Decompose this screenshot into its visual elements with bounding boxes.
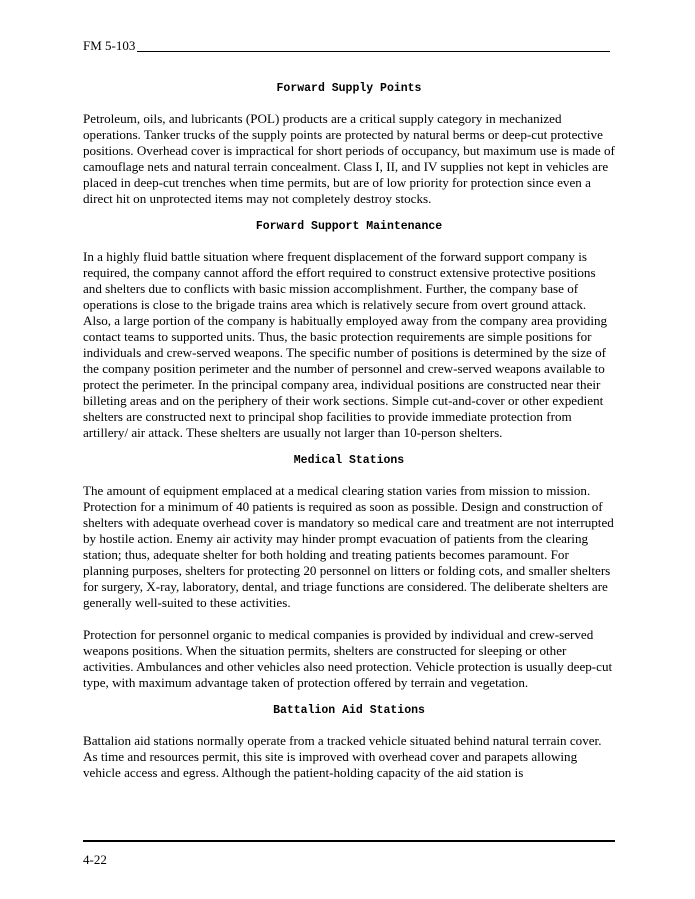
- footer-rule: [83, 840, 615, 842]
- page-body: [83, 80, 615, 781]
- paragraph: In a highly fluid battle situation where frequent displacement of the forward support company is required, the company cannot afford the effort required to construct extensive protective positions and shelters due to conflicts with basic mission accomplishment. Further, the company base of operations is close to the brigade trains area which is relatively secure from overt ground attack. Also, a large portion of the company is habitually employed away from the company area providing contact teams to supported units. Thus, the basic protection requirements are simple positions for individuals and crew-served weapons. The specific number of positions is determined by the size of the company position perimeter and the number of personnel and crew-served weapons available to protect the perimeter. In the principal company area, individual positions are constructed near their billeting areas and on the periphery of their work sections. Simple cut-and-cover or other expedient shelters are constructed next to principal shop facilities to provide immediate protection from artillery/ air attack. These shelters are usually not larger than 10-person shelters.: [83, 249, 608, 440]
- paragraph: Petroleum, oils, and lubricants (POL) products are a critical supply category in mechanized operations. Tanker trucks of the supply points are protected by natural berms or deep-cut protective positions. Overhead cover is impractical for short periods of occupancy, but maximum use is made of camouflage nets and natural terrain concealment. Class I, II, and IV supplies not kept in vehicles are placed in deep-cut trenches when time permits, but are of low priority for protection since even a direct hit on unprotected items may not completely destroy stocks.: [83, 111, 615, 206]
- section-heading-forward-supply-points: Forward Supply Points: [276, 82, 422, 95]
- section-heading-battalion-aid-stations: Battalion Aid Stations: [273, 704, 425, 717]
- section-heading-forward-support-maintenance: Forward Support Maintenance: [255, 220, 443, 233]
- paragraph: The amount of equipment emplaced at a medical clearing station varies from mission to mission. Protection for a minimum of 40 patients is required as soon as possible. Design and construction of shelters with adequate overhead cover is mandatory so medical care and treatment are not interrupted by hostile action. Enemy air activity may hinder prompt evacuation of patients from the clearing station; thus, adequate shelter for both holding and treating patients becomes paramount. For planning purposes, shelters for protecting 20 personnel on litters or folding cots, and smaller shelters for surgery, X-ray, laboratory, dental, and triage functions are considered. The deliberate shelters are generally well-suited to these activities.: [83, 483, 614, 610]
- page-header: [83, 38, 610, 56]
- document-id: FM 5-103: [83, 38, 136, 53]
- page-number: 4-22: [83, 852, 107, 867]
- section-heading-medical-stations: Medical Stations: [293, 454, 405, 467]
- paragraph: Protection for personnel organic to medical companies is provided by individual and crew-served weapons positions. When the situation permits, shelters are constructed for sleeping or other activities. Ambulances and other vehicles also need protection. Vehicle protection is usually deep-cut type, with maximum advantage taken of protection offered by terrain and vegetation.: [83, 627, 613, 690]
- paragraph: Battalion aid stations normally operate from a tracked vehicle situated behind natural terrain cover. As time and resources permit, this site is improved with overhead cover and parapets allowing vehicle access and egress. Although the patient-holding capacity of the aid station is: [83, 733, 602, 780]
- page-footer: [83, 840, 615, 868]
- header-rule: [83, 51, 610, 52]
